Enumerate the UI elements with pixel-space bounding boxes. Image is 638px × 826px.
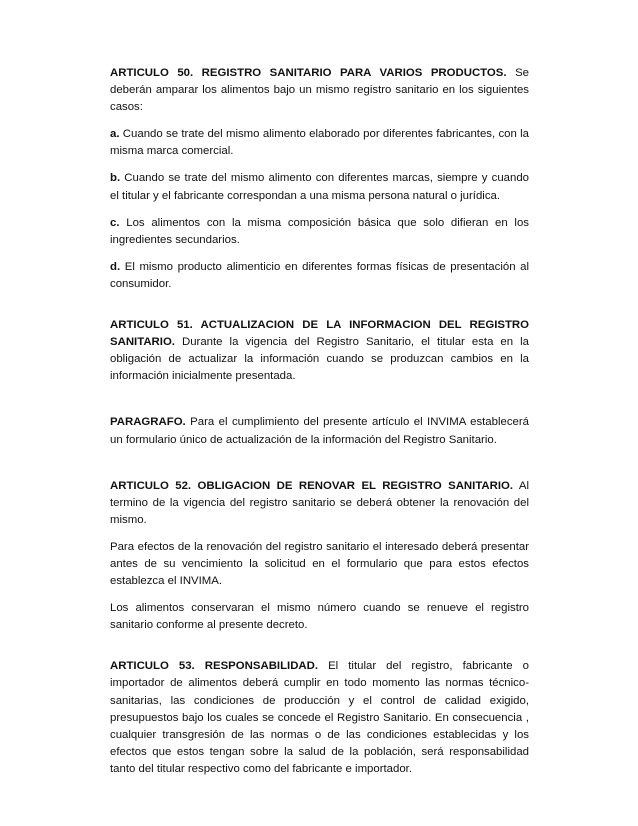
item-text: El mismo producto alimenticio en diferentes formas físicas de presentación al consumidor. <box>110 260 529 290</box>
article-52-paragraph-3: Los alimentos conservaran el mismo número cuando se renueve el registro sanitario conforme al presente decreto. <box>110 602 529 632</box>
article-50-body: Se deberán amparar los alimentos bajo un mismo registro sanitario en los siguientes casos: <box>110 67 529 114</box>
article-50-paragraph <box>110 65 529 116</box>
item-label: d. <box>110 260 121 273</box>
document-page <box>110 65 529 778</box>
article-50-item-d <box>110 259 529 293</box>
article-51-paragraph <box>110 317 529 385</box>
article-51-body: Durante la vigencia del Registro Sanitario, el titular esta en la obligación de actualizar la información cuando se produzcan cambios en la información inicialmente presentada. <box>110 336 529 383</box>
item-text: Los alimentos con la misma composición básica que solo difieran en los ingredientes secundarios. <box>110 216 529 246</box>
article-50-item-b <box>110 170 529 204</box>
article-50-item-a <box>110 126 529 160</box>
article-52-paragraph <box>110 478 529 529</box>
paragrafo-paragraph <box>110 414 529 448</box>
item-label: a. <box>110 128 120 141</box>
article-50-heading: ARTICULO 50. REGISTRO SANITARIO PARA VARIOS PRODUCTOS. <box>110 67 507 79</box>
item-text: Cuando se trate del mismo alimento elaborado por diferentes fabricantes, con la misma marca comercial. <box>110 128 529 158</box>
article-52-body: Al termino de la vigencia del registro sanitario se deberá obtener la renovación del mismo. <box>110 479 529 526</box>
article-52-heading: ARTICULO 52. OBLIGACION DE RENOVAR EL REGISTRO SANITARIO. <box>110 479 514 492</box>
article-53-body: El titular del registro, fabricante o importador de alimentos deberá cumplir en todo momento las normas técnico-sanitarias, las condiciones de producción y el control de calidad exigido, presupuestos bajo los cuales se concede el Registro Sanitario. En consecuencia , cualquier transgresión de las normas o de las condiciones establecidas y los efectos que estos tengan sobre la salud de la población, será responsabilidad tanto del titular respectivo como del fabricante e importador. <box>110 660 529 775</box>
article-50-item-c <box>110 215 529 249</box>
paragrafo-body: Para el cumplimiento del presente artículo el INVIMA establecerá un formulario único de actualización de la información del Registro Sanitario. <box>110 416 529 446</box>
item-label: b. <box>110 172 121 185</box>
item-text: Cuando se trate del mismo alimento con diferentes marcas, siempre y cuando el titular y el fabricante correspondan a una misma persona natural o jurídica. <box>110 172 529 202</box>
article-52-paragraph-2: Para efectos de la renovación del registro sanitario el interesado deberá presentar antes de su vencimiento la solicitud en el formulario que para estos efectos establezca el INVIMA. <box>110 540 529 588</box>
item-label: c. <box>110 216 120 229</box>
paragrafo-heading: PARAGRAFO. <box>110 416 186 429</box>
article-51-heading: ARTICULO 51. ACTUALIZACION DE LA INFORMACION DEL REGISTRO SANITARIO. <box>110 319 529 349</box>
article-53-heading: ARTICULO 53. RESPONSABILIDAD. <box>110 660 319 673</box>
article-53-paragraph <box>110 658 529 778</box>
